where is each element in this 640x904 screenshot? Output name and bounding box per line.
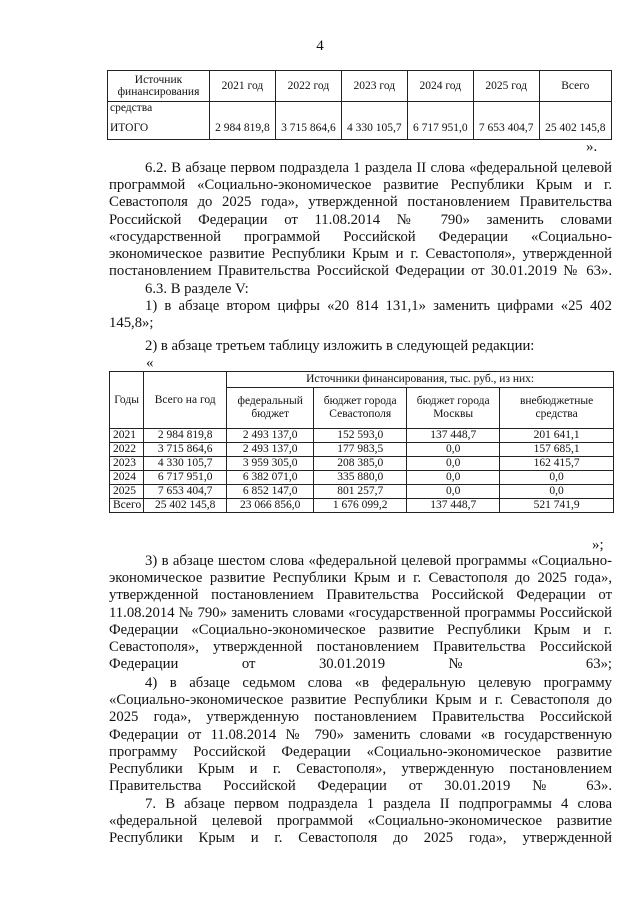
- top-table-header-row: [108, 71, 612, 102]
- table-cell: 208 385,0: [314, 457, 407, 471]
- funding-table-header-moscow: бюджет города Москвы: [407, 388, 500, 429]
- page-number: 4: [316, 38, 324, 54]
- table-cell: 152 593,0: [314, 429, 407, 443]
- table-row: [110, 429, 614, 443]
- top-table-cell: 25 402 145,8: [539, 116, 611, 140]
- top-table-partial-row: [108, 102, 612, 117]
- top-table-cell: [341, 102, 407, 117]
- top-table-header-2025: 2025 год: [473, 71, 539, 102]
- paragraph-item-3: 3) в абзаце шестом слова «федеральной целевой программы «Социально-экономическое развитие Республики Крым и г. Севастополя до 2025 года», утвержденной постановлением Правительства Российской Федерации от 11.08.2014 № 790» заменить словами «государственной программы Российской Федерации «Социально-экономическое развитие Республики Крым и г. Севастополя», утвержденной постановлением Правительства Российской Федерации от 30.01.2019 № 63»;: [109, 553, 612, 673]
- paragraph-6-3: 6.3. В разделе V:: [145, 281, 249, 297]
- top-table-header-2022: 2022 год: [275, 71, 341, 102]
- opening-quote: «: [146, 355, 154, 371]
- closing-quote: ».: [586, 139, 598, 155]
- table-cell: 2025: [110, 485, 144, 499]
- funding-table: [109, 371, 614, 513]
- table-cell: 2021: [110, 429, 144, 443]
- funding-table-header-years: Годы: [110, 372, 144, 429]
- table-cell: 4 330 105,7: [144, 457, 227, 471]
- paragraph-item-4: 4) в абзаце седьмом слова «в федеральную целевую программу «Социально-экономическое развитие Республики Крым и г. Севастополя до 2025 года», утвержденную постановлением Правительства Российской Федерации от 11.08.2014 № 790» заменить словами «в государственную программу Российской Федерации «Социально-экономическое развитие Республики Крым и г. Севастополя», утвержденную постановлением Правительства Российской Федерации от 30.01.2019 № 63».: [109, 675, 612, 795]
- funding-table-group-header: Источники финансирования, тыс. руб., из них:: [227, 372, 614, 388]
- table-cell: 0,0: [407, 471, 500, 485]
- table-cell: 2023: [110, 457, 144, 471]
- top-table-total-row: [108, 116, 612, 140]
- top-table-cell: [275, 102, 341, 117]
- table-row: [110, 471, 614, 485]
- top-table-cell: [210, 102, 276, 117]
- table-cell: 335 880,0: [314, 471, 407, 485]
- table-cell: 23 066 856,0: [227, 499, 314, 513]
- table-cell: 2 493 137,0: [227, 429, 314, 443]
- paragraph-7: 7. В абзаце первом подраздела 1 раздела II подпрограммы 4 слова «федеральной целевой программой «Социально-экономическое развитие Республики Крым и г. Севастополя до 2025 года», утвержденной: [109, 796, 612, 847]
- table-cell: 0,0: [407, 443, 500, 457]
- table-total-row: [110, 499, 614, 513]
- table-cell: 6 852 147,0: [227, 485, 314, 499]
- top-financing-table: [107, 70, 612, 140]
- top-table-cell: 4 330 105,7: [341, 116, 407, 140]
- top-table-cell: 2 984 819,8: [210, 116, 276, 140]
- top-table-header-total: Всего: [539, 71, 611, 102]
- table-cell: 7 653 404,7: [144, 485, 227, 499]
- table-cell: 2 493 137,0: [227, 443, 314, 457]
- table-cell: 2 984 819,8: [144, 429, 227, 443]
- table-cell: 521 741,9: [500, 499, 614, 513]
- table-cell: 0,0: [407, 457, 500, 471]
- top-table-cell: [473, 102, 539, 117]
- paragraph-item-1: 1) в абзаце втором цифры «20 814 131,1» заменить цифрами «25 402 145,8»;: [109, 298, 612, 332]
- table-cell: 801 257,7: [314, 485, 407, 499]
- top-table-cell: средства: [108, 102, 210, 117]
- table-cell: 137 448,7: [407, 499, 500, 513]
- paragraph-6-2: 6.2. В абзаце первом подраздела 1 раздела II слова «федеральной целевой программой «Социально-экономическое развитие Республики Крым и г. Севастополя до 2025 года», утвержденной постановлением Правительства Российской Федерации от 11.08.2014 № 790» заменить словами «государственной программой Российской Федерации «Социально-экономическое развитие Республики Крым и г. Севастополя», утвержденной постановлением Правительства Российской Федерации от 30.01.2019 № 63».: [109, 160, 612, 280]
- table-cell: 137 448,7: [407, 429, 500, 443]
- table-cell: 162 415,7: [500, 457, 614, 471]
- table-cell: 3 715 864,6: [144, 443, 227, 457]
- top-table-cell: [539, 102, 611, 117]
- top-table-header-2023: 2023 год: [341, 71, 407, 102]
- table-cell: 157 685,1: [500, 443, 614, 457]
- table-cell: 0,0: [407, 485, 500, 499]
- table-cell: 0,0: [500, 471, 614, 485]
- funding-table-header-sevastopol: бюджет города Севастополя: [314, 388, 407, 429]
- paragraph-item-2: 2) в абзаце третьем таблицу изложить в следующей редакции:: [145, 338, 535, 354]
- top-table-cell: 7 653 404,7: [473, 116, 539, 140]
- funding-table-header-row-1: [110, 372, 614, 388]
- table-cell: Всего: [110, 499, 144, 513]
- top-table-cell: 3 715 864,6: [275, 116, 341, 140]
- table-cell: 2024: [110, 471, 144, 485]
- top-table-cell: [407, 102, 473, 117]
- table-cell: 25 402 145,8: [144, 499, 227, 513]
- table-cell: 6 717 951,0: [144, 471, 227, 485]
- funding-table-header-federal: федеральный бюджет: [227, 388, 314, 429]
- table-cell: 0,0: [500, 485, 614, 499]
- table-cell: 177 983,5: [314, 443, 407, 457]
- table-row: [110, 485, 614, 499]
- table-cell: 1 676 099,2: [314, 499, 407, 513]
- funding-table-header-extrabudget: внебюджетные средства: [500, 388, 614, 429]
- table-cell: 6 382 071,0: [227, 471, 314, 485]
- closing-quote-semicolon: »;: [592, 537, 604, 553]
- table-row: [110, 443, 614, 457]
- funding-table-header-total: Всего на год: [144, 372, 227, 429]
- top-table-header-2021: 2021 год: [210, 71, 276, 102]
- table-cell: 201 641,1: [500, 429, 614, 443]
- table-cell: 2022: [110, 443, 144, 457]
- top-table-cell: 6 717 951,0: [407, 116, 473, 140]
- top-table-total-label: ИТОГО: [108, 116, 210, 140]
- top-table-header-2024: 2024 год: [407, 71, 473, 102]
- top-table-header-source: Источник финансирования: [108, 71, 210, 102]
- table-cell: 3 959 305,0: [227, 457, 314, 471]
- table-row: [110, 457, 614, 471]
